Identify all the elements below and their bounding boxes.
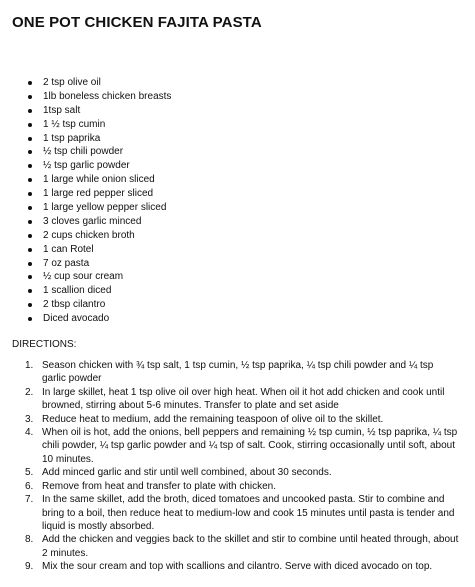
ingredient-text: 1 large yellow pepper sliced [43, 202, 167, 214]
ingredient-item [12, 215, 463, 229]
direction-step [12, 386, 463, 413]
step-number: 3. [25, 413, 34, 425]
bullet-icon [28, 164, 32, 168]
ingredient-item [12, 270, 463, 284]
ingredient-item [12, 104, 463, 118]
bullet-icon [28, 289, 32, 293]
ingredients-list [12, 76, 463, 326]
step-text: Add the chicken and veggies back to the skillet and stir to combine until heated through, about 2 minutes. [42, 534, 459, 559]
direction-step [12, 493, 463, 533]
ingredient-item [12, 298, 463, 312]
ingredient-text: 2 tsp olive oil [43, 77, 101, 88]
recipe-title: ONE POT CHICKEN FAJITA PASTA [12, 14, 262, 31]
bullet-icon [28, 248, 32, 252]
ingredient-item [12, 173, 463, 187]
step-number: 4. [25, 427, 34, 439]
step-number: 7. [25, 494, 34, 506]
ingredient-item [12, 284, 463, 298]
bullet-icon [28, 206, 32, 210]
bullet-icon [28, 178, 32, 182]
bullet-icon [28, 137, 32, 141]
ingredient-item [12, 132, 463, 146]
ingredient-item [12, 118, 463, 132]
ingredient-text: 2 tbsp cilantro [43, 299, 106, 311]
step-number: 6. [25, 480, 34, 492]
ingredient-text: 1 can Rotel [43, 243, 94, 255]
step-text: When oil is hot, add the onions, bell peppers and remaining ½ tsp cumin, ½ tsp paprika, ¼ tsp chili powder, ¼ tsp garlic powder and ¼ tsp of salt. Cook, stirring occasionally until soft, about 10 minutes. [42, 427, 458, 465]
ingredient-text: 1 ½ tsp cumin [43, 118, 106, 130]
step-number: 9. [25, 561, 34, 573]
ingredient-text: 7 oz pasta [43, 257, 90, 269]
step-text: Remove from heat and transfer to plate with chicken. [42, 480, 277, 492]
bullet-icon [28, 303, 32, 307]
ingredient-item [12, 312, 463, 326]
ingredient-text: 1 large red pepper sliced [43, 188, 154, 200]
direction-step [12, 533, 463, 560]
step-text: In large skillet, heat 1 tsp olive oil over high heat. When oil it hot add chicken and cook until browned, stirring about 5-6 minutes. Transfer to plate and set aside [42, 386, 445, 412]
ingredient-text: ½ tsp chili powder [43, 146, 124, 158]
direction-step [12, 413, 463, 426]
step-text: In the same skillet, add the broth, diced tomatoes and uncooked pasta. Stir to combine and bring to a boil, then reduce heat to medium-low and cook 15 minutes until pasta is tender and liquid is mostly absorbed. [42, 494, 455, 532]
ingredient-text: 1lb boneless chicken breasts [43, 90, 172, 102]
bullet-icon [28, 275, 32, 279]
direction-step [12, 480, 463, 493]
bullet-icon [28, 262, 32, 266]
ingredient-text: 1 tsp paprika [43, 132, 101, 144]
step-number: 8. [25, 534, 34, 546]
ingredient-item [12, 159, 463, 173]
bullet-icon [28, 109, 32, 113]
step-text: Season chicken with ¾ tsp salt, 1 tsp cumin, ½ tsp paprika, ¼ tsp chili powder and ¼ tsp garlic powder [42, 360, 434, 385]
ingredient-text: 1 scallion diced [43, 285, 112, 297]
bullet-icon [28, 81, 32, 85]
ingredient-item [12, 187, 463, 201]
ingredient-text: ½ cup sour cream [43, 271, 124, 283]
bullet-icon [28, 95, 32, 99]
ingredient-text: Diced avocado [43, 313, 110, 325]
ingredient-text: 1 large while onion sliced [43, 174, 155, 186]
ingredient-item [12, 76, 463, 90]
bullet-icon [28, 123, 32, 127]
direction-step [12, 426, 463, 466]
step-number: 1. [25, 360, 34, 372]
ingredient-text: 3 cloves garlic minced [43, 215, 142, 227]
ingredient-item [12, 257, 463, 271]
bullet-icon [28, 150, 32, 154]
directions-heading: DIRECTIONS: [12, 339, 77, 351]
bullet-icon [28, 192, 32, 196]
direction-step [12, 466, 463, 479]
bullet-icon [28, 234, 32, 238]
ingredient-item [12, 145, 463, 159]
step-text: Mix the sour cream and top with scallions and cilantro. Serve with diced avocado on top. [42, 561, 433, 573]
ingredient-item [12, 201, 463, 215]
ingredient-item [12, 229, 463, 243]
step-text: Reduce heat to medium, add the remaining teaspoon of olive oil to the skillet. [42, 413, 384, 425]
ingredient-item [12, 243, 463, 257]
bullet-icon [28, 220, 32, 224]
direction-step [12, 560, 463, 573]
ingredient-item [12, 90, 463, 104]
ingredient-text: ½ tsp garlic powder [43, 160, 130, 172]
step-number: 5. [25, 467, 34, 479]
ingredient-text: 2 cups chicken broth [43, 229, 135, 241]
bullet-icon [28, 317, 32, 321]
step-text: Add minced garlic and stir until well combined, about 30 seconds. [42, 467, 332, 479]
directions-list [12, 359, 463, 574]
step-number: 2. [25, 386, 34, 398]
direction-step [12, 359, 463, 386]
ingredient-text: 1tsp salt [43, 104, 81, 116]
